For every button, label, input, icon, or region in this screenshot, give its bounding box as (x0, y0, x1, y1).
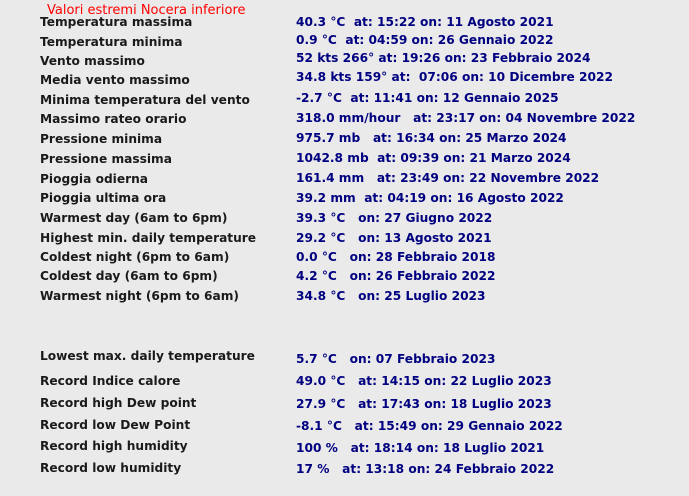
record-value: -8.1 °C at: 15:49 on: 29 Gennaio 2022 (296, 419, 563, 433)
record-value: 34.8 kts 159° at: 07:06 on: 10 Dicembre 2022 (296, 70, 613, 84)
record-value: 975.7 mb at: 16:34 on: 25 Marzo 2024 (296, 131, 567, 145)
record-label: Massimo rateo orario (40, 112, 187, 126)
record-label: Coldest night (6pm to 6am) (40, 250, 230, 264)
record-value: 39.3 °C on: 27 Giugno 2022 (296, 211, 493, 225)
record-label: Record high humidity (40, 439, 188, 453)
record-value: 52 kts 266° at: 19:26 on: 23 Febbraio 2024 (296, 51, 591, 65)
record-label: Record low humidity (40, 461, 182, 475)
record-label: Pioggia odierna (40, 172, 149, 186)
record-label: Minima temperatura del vento (40, 93, 250, 107)
record-label: Lowest max. daily temperature (40, 349, 255, 363)
record-value: 4.2 °C on: 26 Febbraio 2022 (296, 269, 496, 283)
page-title: Valori estremi Nocera inferiore (47, 3, 246, 18)
record-value: 49.0 °C at: 14:15 on: 22 Luglio 2023 (296, 374, 552, 388)
record-value: 39.2 mm at: 04:19 on: 16 Agosto 2022 (296, 191, 564, 205)
record-value: 17 % at: 13:18 on: 24 Febbraio 2022 (296, 462, 555, 476)
record-label: Media vento massimo (40, 73, 190, 87)
record-label: Highest min. daily temperature (40, 231, 257, 245)
record-label: Temperatura massima (40, 15, 193, 29)
record-label: Warmest day (6am to 6pm) (40, 211, 228, 225)
record-value: 100 % at: 18:14 on: 18 Luglio 2021 (296, 441, 545, 455)
record-value: 0.0 °C on: 28 Febbraio 2018 (296, 250, 496, 264)
record-label: Vento massimo (40, 54, 145, 68)
record-value: 1042.8 mb at: 09:39 on: 21 Marzo 2024 (296, 151, 571, 165)
record-value: 0.9 °C at: 04:59 on: 26 Gennaio 2022 (296, 33, 554, 47)
record-value: -2.7 °C at: 11:41 on: 12 Gennaio 2025 (296, 91, 559, 105)
record-label: Record Indice calore (40, 374, 181, 388)
record-value: 318.0 mm/hour at: 23:17 on: 04 Novembre 2022 (296, 111, 636, 125)
record-value: 29.2 °C on: 13 Agosto 2021 (296, 231, 492, 245)
record-label: Record high Dew point (40, 396, 197, 410)
record-label: Pressione massima (40, 152, 172, 166)
record-label: Pioggia ultima ora (40, 191, 167, 205)
record-value: 161.4 mm at: 23:49 on: 22 Novembre 2022 (296, 171, 600, 185)
record-label: Temperatura minima (40, 35, 183, 49)
record-value: 40.3 °C at: 15:22 on: 11 Agosto 2021 (296, 15, 554, 29)
record-value: 27.9 °C at: 17:43 on: 18 Luglio 2023 (296, 397, 552, 411)
record-label: Warmest night (6pm to 6am) (40, 289, 239, 303)
record-label: Coldest day (6am to 6pm) (40, 269, 218, 283)
record-label: Pressione minima (40, 132, 163, 146)
record-value: 5.7 °C on: 07 Febbraio 2023 (296, 352, 496, 366)
record-value: 34.8 °C on: 25 Luglio 2023 (296, 289, 486, 303)
record-label: Record low Dew Point (40, 418, 191, 432)
